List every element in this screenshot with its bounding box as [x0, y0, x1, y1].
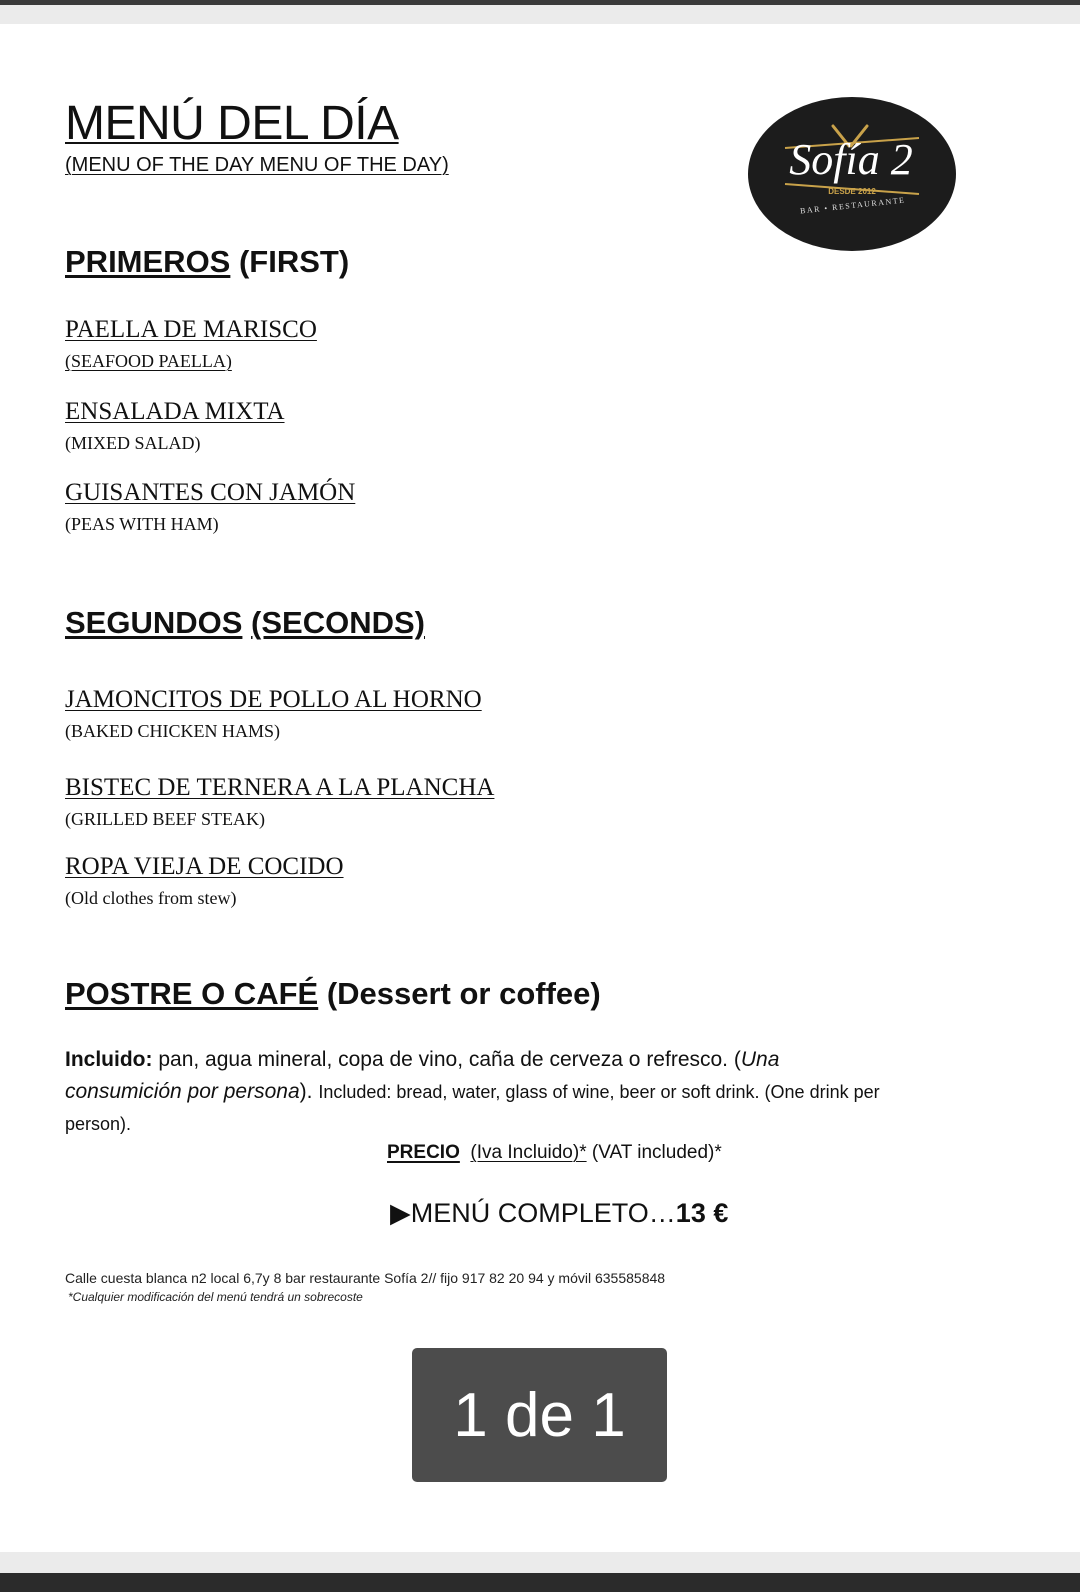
page-title: MENÚ DEL DÍA: [65, 97, 399, 150]
dish-translation: (MIXED SALAD): [65, 433, 201, 453]
dish-title: ROPA VIEJA DE COCIDO: [65, 853, 344, 880]
price-label: PRECIO (Iva Incluido)* (VAT included)*: [387, 1142, 722, 1163]
included-text: Incluido: pan, agua mineral, copa de vino, caña de cerveza o refresco. (Una consumición por persona). Included: bread, water, glass of wine, beer or soft drink. (One drink per person).: [65, 1048, 880, 1134]
dish-title: ENSALADA MIXTA: [65, 398, 285, 425]
bottom-bar: [0, 1573, 1080, 1592]
top-bar: [0, 0, 1080, 5]
dish-title: GUISANTES CON JAMÓN: [65, 479, 356, 506]
dish-title: BISTEC DE TERNERA A LA PLANCHA: [65, 774, 495, 801]
page-subtitle: (MENU OF THE DAY MENU OF THE DAY): [65, 154, 449, 176]
logo-name: Sofía 2: [789, 135, 913, 184]
dish-title: JAMONCITOS DE POLLO AL HORNO: [65, 686, 482, 713]
section-postre: POSTRE O CAFÉ (Dessert or coffee): [65, 976, 601, 1011]
section-segundos: SEGUNDOS (SECONDS): [65, 605, 425, 640]
section-primeros: PRIMEROS (FIRST): [65, 244, 350, 279]
dish-title: PAELLA DE MARISCO: [65, 316, 317, 343]
address-footer: Calle cuesta blanca n2 local 6,7y 8 bar restaurante Sofía 2// fijo 917 82 20 94 y móvil 635585848: [65, 1270, 666, 1286]
logo-since: DESDE 2012: [828, 187, 876, 196]
menu-price: ▶MENÚ COMPLETO…13 €: [390, 1198, 729, 1228]
dish-translation: (PEAS WITH HAM): [65, 514, 219, 534]
surcharge-note: *Cualquier modificación del menú tendrá un sobrecoste: [68, 1290, 363, 1304]
page-indicator: 1 de 1: [412, 1348, 667, 1482]
dish-translation: (SEAFOOD PAELLA): [65, 351, 232, 371]
restaurant-logo: [745, 92, 957, 252]
dish-translation: (GRILLED BEEF STEAK): [65, 809, 265, 829]
dish-translation: (BAKED CHICKEN HAMS): [65, 721, 280, 741]
logo-tagline: BAR • RESTAURANTE: [799, 195, 906, 216]
play-arrow-icon: ▶: [390, 1198, 411, 1228]
dish-translation: (Old clothes from stew): [65, 888, 237, 908]
